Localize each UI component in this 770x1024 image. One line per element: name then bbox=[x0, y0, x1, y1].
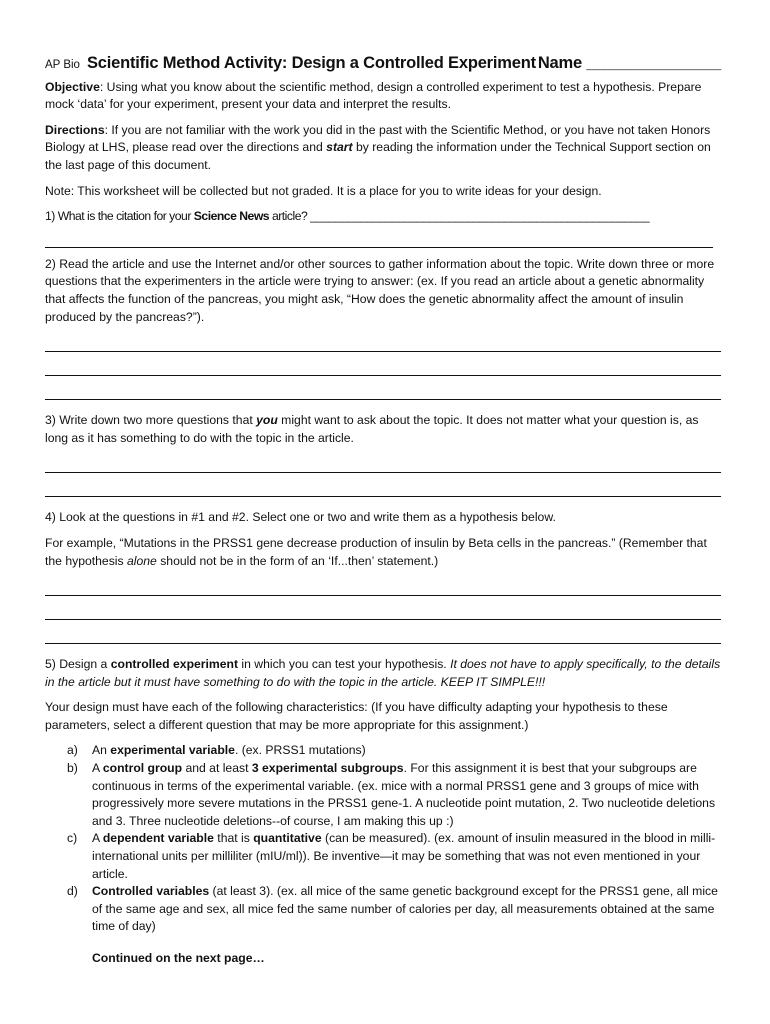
question-1-answer-blank: article? ______________________________________________________ bbox=[269, 209, 650, 224]
question-4-example bbox=[45, 535, 721, 570]
question-5 bbox=[45, 656, 721, 691]
list-item bbox=[45, 883, 721, 936]
question-1 bbox=[45, 208, 721, 226]
directions-text: : If you are not familiar with the work you did in the past with the Scientific Method, or you have not taken Honors Biology at LHS, please read over the directions and bbox=[45, 122, 711, 155]
question-5-text: 5) Design a bbox=[45, 657, 111, 672]
answer-line bbox=[45, 375, 721, 376]
objective-label: Objective bbox=[45, 79, 100, 94]
question-4-example-text: For example, “Mutations in the PRSS1 gene decrease production of insulin by Beta cells in the pancreas.” (Remember that the hypothesis bbox=[45, 535, 707, 568]
subgroups-term: 3 experimental subgroups bbox=[251, 761, 404, 776]
controlled-variables-term: Controlled variables bbox=[92, 884, 210, 899]
question-1-answer-line bbox=[45, 247, 713, 248]
note-paragraph: Note: This worksheet will be collected but not graded. It is a place for you to write ideas for your design. bbox=[45, 183, 602, 198]
list-letter: b) bbox=[67, 761, 78, 776]
question-4: 4) Look at the questions in #1 and #2. Select one or two and write them as a hypothesis below. bbox=[45, 510, 556, 525]
question-3-text-end: might want to ask about the topic. It does not matter what your question is, as long as it has something to do with the topic in the article. bbox=[45, 413, 699, 445]
question-5-italic: It does not have to apply specifically, to the details in the article but it must have something to do with the topic in the article. KEEP IT SIMPLE!!! bbox=[45, 657, 721, 689]
question-3-answer-line-1[interactable] bbox=[45, 455, 721, 479]
list-letter: c) bbox=[67, 831, 78, 846]
answer-line bbox=[45, 399, 721, 400]
question-5-bold: controlled experiment bbox=[110, 657, 239, 672]
directions-emphasis: start bbox=[326, 140, 353, 155]
continued-note-row bbox=[45, 950, 721, 968]
question-1-answer-line-row[interactable] bbox=[45, 234, 721, 252]
question-2-answer-line-2[interactable] bbox=[45, 358, 721, 382]
question-1-text: 1) What is the citation for your bbox=[45, 209, 194, 224]
question-3 bbox=[45, 412, 721, 447]
question-2-answer-line-3[interactable] bbox=[45, 382, 721, 406]
question-2: 2) Read the article and use the Internet and/or other sources to gather information about the topic. Write down three or more questions that the experimenters in the article were trying to answer: (ex. If you read an article about a genetic abnormality that affects the function of the pancreas, you might ask, “How does the genetic abnormality affect the amount of insulin produced by the pancreas?”). bbox=[45, 256, 715, 324]
course-label: AP Bio bbox=[45, 59, 80, 71]
title-line bbox=[45, 55, 721, 75]
worksheet-content bbox=[45, 55, 721, 976]
question-4-answer-line-1[interactable] bbox=[45, 578, 721, 602]
objective-text: : Using what you know about the scientific method, design a controlled experiment to test a hypothesis. Prepare mock ‘data’ for your experiment, present your data and interpret the results. bbox=[45, 79, 702, 112]
answer-line bbox=[45, 351, 721, 352]
question-2-answer-line-1[interactable] bbox=[45, 334, 721, 358]
question-5-text-mid: in which you can test your hypothesis. bbox=[238, 657, 451, 672]
control-group-term: control group bbox=[102, 761, 183, 776]
directions-label: Directions bbox=[45, 122, 105, 137]
answer-line bbox=[45, 496, 721, 497]
answer-line bbox=[45, 472, 721, 473]
question-3-emphasis: you bbox=[256, 413, 278, 428]
answer-line bbox=[45, 643, 721, 644]
directions-paragraph bbox=[45, 122, 721, 175]
list-item-text: Controlled variables (at least 3). (ex. all mice of the same genetic background except for the PRSS1 gene, all mice of the same age and sex, all mice fed the same number of calories per day, all measurements obtained at the same time of day) bbox=[92, 884, 718, 934]
characteristics-list bbox=[45, 742, 721, 936]
question-3-text: 3) Write down two more questions that bbox=[45, 413, 257, 428]
question-1-source: Science News bbox=[193, 209, 270, 224]
continued-note: Continued on the next page… bbox=[92, 951, 265, 965]
dependent-variable-term: dependent variable bbox=[102, 831, 214, 846]
list-item-text: An experimental variable. (ex. PRSS1 mutations) bbox=[92, 743, 366, 758]
list-item bbox=[45, 742, 721, 760]
experimental-variable-term: experimental variable bbox=[110, 743, 235, 758]
question-4-answer-line-3[interactable] bbox=[45, 626, 721, 650]
list-letter: a) bbox=[67, 743, 78, 758]
quantitative-term: quantitative bbox=[253, 831, 322, 846]
page-title: Scientific Method Activity: Design a Controlled Experiment bbox=[86, 54, 536, 72]
objective-paragraph bbox=[45, 79, 721, 114]
question-4-example-emphasis: alone bbox=[126, 553, 157, 568]
list-item-text: A dependent variable that is quantitative (can be measured). (ex. amount of insulin measured in the blood in milli-international units per milliliter (mIU/ml)). Be inventive—it may be something that was not even mentioned in your article. bbox=[92, 831, 716, 881]
answer-line bbox=[45, 619, 721, 620]
question-3-answer-line-2[interactable] bbox=[45, 479, 721, 503]
list-item bbox=[45, 760, 721, 830]
answer-line bbox=[45, 595, 721, 596]
name-field-label: Name _______________ bbox=[537, 54, 721, 72]
list-letter: d) bbox=[67, 884, 78, 899]
question-4-example-text-end: should not be in the form of an ‘If...then’ statement.) bbox=[156, 553, 439, 568]
list-item-text: A control group and at least 3 experimental subgroups. For this assignment it is best that your subgroups are continuous in terms of the experimental variable. (ex. mice with a normal PRSS1 gene and 3 groups of mice with progressively more severe mutations in the PRSS1 gene-1. A nucleotide point mutation, 2. Two nucleotide deletions and 3. Three nucleotide deletions--of course, I am making this up :) bbox=[92, 761, 716, 828]
list-item bbox=[45, 830, 721, 883]
directions-text-end: by reading the information under the Technical Support section on the last page of this document. bbox=[45, 140, 711, 172]
characteristics-paragraph: Your design must have each of the following characteristics: (If you have difficulty adapting your hypothesis to these parameters, select a different question that may be more appropriate for this assignment.) bbox=[45, 700, 668, 732]
question-4-answer-line-2[interactable] bbox=[45, 602, 721, 626]
